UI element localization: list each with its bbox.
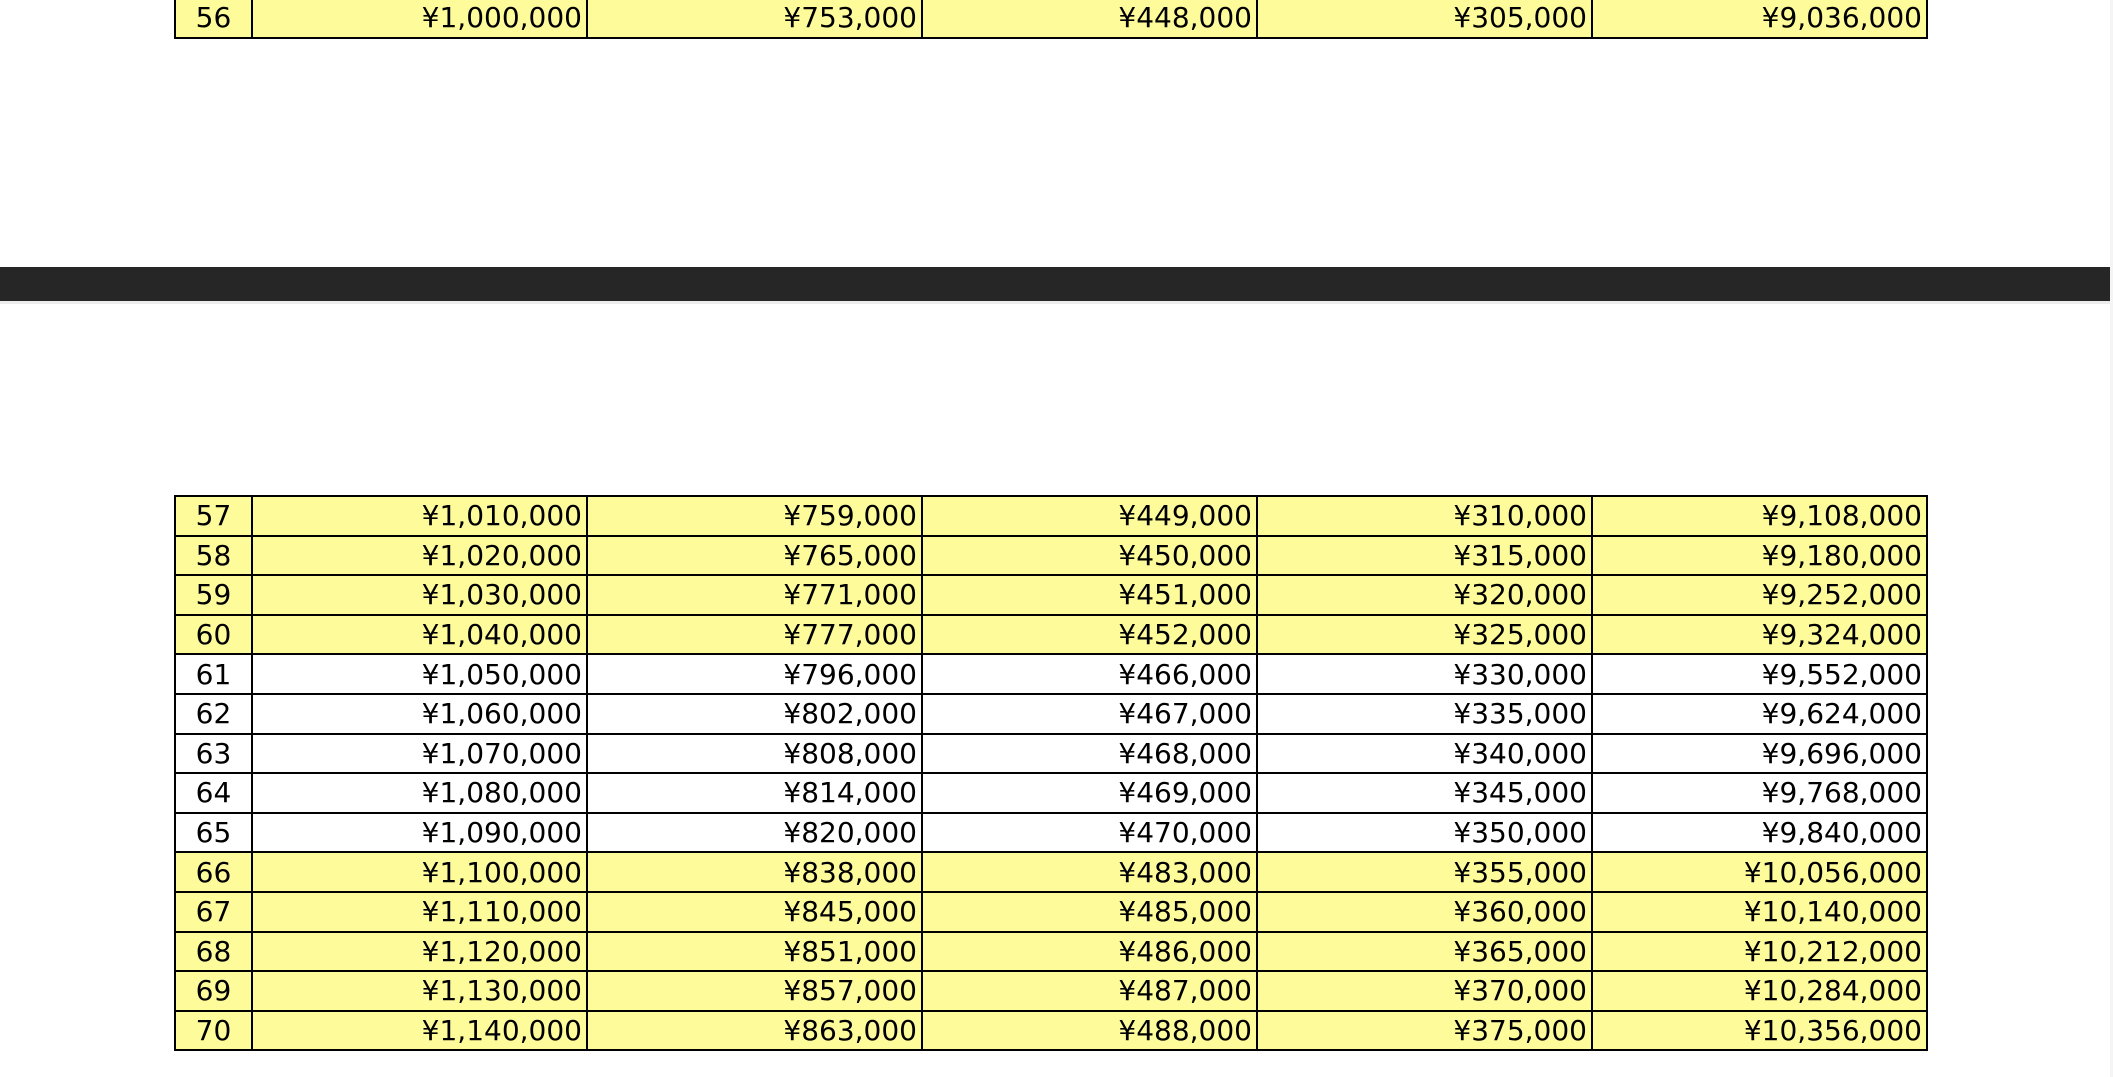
row-number-cell: 64 xyxy=(175,773,252,813)
amount-cell: ¥488,000 xyxy=(922,1011,1257,1051)
amount-cell: ¥777,000 xyxy=(587,615,922,655)
amount-cell: ¥340,000 xyxy=(1257,734,1592,774)
amount-cell: ¥1,030,000 xyxy=(252,575,587,615)
table-row xyxy=(175,852,1927,892)
amount-cell: ¥449,000 xyxy=(922,496,1257,536)
amount-cell: ¥753,000 xyxy=(587,0,922,38)
amount-cell: ¥10,212,000 xyxy=(1592,932,1927,972)
table-row xyxy=(175,734,1927,774)
amount-cell: ¥9,180,000 xyxy=(1592,536,1927,576)
amount-cell: ¥9,840,000 xyxy=(1592,813,1927,853)
amount-cell: ¥468,000 xyxy=(922,734,1257,774)
row-number-cell: 67 xyxy=(175,892,252,932)
row-number-cell: 70 xyxy=(175,1011,252,1051)
amount-cell: ¥845,000 xyxy=(587,892,922,932)
amount-cell: ¥9,552,000 xyxy=(1592,654,1927,694)
amount-cell: ¥1,040,000 xyxy=(252,615,587,655)
amount-cell: ¥485,000 xyxy=(922,892,1257,932)
amount-cell: ¥469,000 xyxy=(922,773,1257,813)
amount-cell: ¥9,696,000 xyxy=(1592,734,1927,774)
row-number-cell: 62 xyxy=(175,694,252,734)
amount-cell: ¥330,000 xyxy=(1257,654,1592,694)
amount-cell: ¥1,090,000 xyxy=(252,813,587,853)
table-row xyxy=(175,654,1927,694)
page-current xyxy=(0,304,2113,1077)
table-body-bottom xyxy=(175,496,1927,1050)
amount-cell: ¥335,000 xyxy=(1257,694,1592,734)
amount-cell: ¥9,108,000 xyxy=(1592,496,1927,536)
amount-cell: ¥814,000 xyxy=(587,773,922,813)
table-row xyxy=(175,1011,1927,1051)
amount-cell: ¥466,000 xyxy=(922,654,1257,694)
amount-cell: ¥365,000 xyxy=(1257,932,1592,972)
amount-cell: ¥10,284,000 xyxy=(1592,971,1927,1011)
amount-cell: ¥1,130,000 xyxy=(252,971,587,1011)
amount-cell: ¥796,000 xyxy=(587,654,922,694)
table-row xyxy=(175,971,1927,1011)
row-number-cell: 63 xyxy=(175,734,252,774)
amount-cell: ¥10,140,000 xyxy=(1592,892,1927,932)
amount-cell: ¥765,000 xyxy=(587,536,922,576)
amount-cell: ¥808,000 xyxy=(587,734,922,774)
row-number-cell: 56 xyxy=(175,0,252,38)
table-row xyxy=(175,694,1927,734)
amount-cell: ¥863,000 xyxy=(587,1011,922,1051)
table-row xyxy=(175,575,1927,615)
row-number-cell: 61 xyxy=(175,654,252,694)
row-number-cell: 58 xyxy=(175,536,252,576)
amount-cell: ¥483,000 xyxy=(922,852,1257,892)
row-number-cell: 60 xyxy=(175,615,252,655)
amount-cell: ¥1,100,000 xyxy=(252,852,587,892)
amount-cell: ¥1,010,000 xyxy=(252,496,587,536)
amount-cell: ¥9,768,000 xyxy=(1592,773,1927,813)
amount-cell: ¥467,000 xyxy=(922,694,1257,734)
amount-cell: ¥320,000 xyxy=(1257,575,1592,615)
amount-cell: ¥355,000 xyxy=(1257,852,1592,892)
amount-cell: ¥10,356,000 xyxy=(1592,1011,1927,1051)
page-previous xyxy=(0,0,2113,267)
amount-cell: ¥1,140,000 xyxy=(252,1011,587,1051)
amount-cell: ¥360,000 xyxy=(1257,892,1592,932)
salary-table-top xyxy=(174,0,1928,39)
amount-cell: ¥851,000 xyxy=(587,932,922,972)
amount-cell: ¥1,070,000 xyxy=(252,734,587,774)
amount-cell: ¥9,324,000 xyxy=(1592,615,1927,655)
amount-cell: ¥487,000 xyxy=(922,971,1257,1011)
page-separator xyxy=(0,267,2113,301)
amount-cell: ¥452,000 xyxy=(922,615,1257,655)
amount-cell: ¥9,252,000 xyxy=(1592,575,1927,615)
row-number-cell: 69 xyxy=(175,971,252,1011)
row-number-cell: 65 xyxy=(175,813,252,853)
table-row xyxy=(175,773,1927,813)
amount-cell: ¥350,000 xyxy=(1257,813,1592,853)
amount-cell: ¥305,000 xyxy=(1257,0,1592,38)
amount-cell: ¥1,020,000 xyxy=(252,536,587,576)
amount-cell: ¥10,056,000 xyxy=(1592,852,1927,892)
table-row xyxy=(175,892,1927,932)
table-body-top xyxy=(175,0,1927,38)
amount-cell: ¥1,120,000 xyxy=(252,932,587,972)
row-number-cell: 57 xyxy=(175,496,252,536)
amount-cell: ¥345,000 xyxy=(1257,773,1592,813)
salary-table-bottom xyxy=(174,495,1928,1051)
amount-cell: ¥375,000 xyxy=(1257,1011,1592,1051)
amount-cell: ¥9,624,000 xyxy=(1592,694,1927,734)
amount-cell: ¥325,000 xyxy=(1257,615,1592,655)
amount-cell: ¥370,000 xyxy=(1257,971,1592,1011)
amount-cell: ¥820,000 xyxy=(587,813,922,853)
amount-cell: ¥9,036,000 xyxy=(1592,0,1927,38)
amount-cell: ¥315,000 xyxy=(1257,536,1592,576)
amount-cell: ¥310,000 xyxy=(1257,496,1592,536)
amount-cell: ¥1,060,000 xyxy=(252,694,587,734)
amount-cell: ¥802,000 xyxy=(587,694,922,734)
amount-cell: ¥486,000 xyxy=(922,932,1257,972)
amount-cell: ¥1,000,000 xyxy=(252,0,587,38)
amount-cell: ¥1,050,000 xyxy=(252,654,587,694)
amount-cell: ¥450,000 xyxy=(922,536,1257,576)
amount-cell: ¥451,000 xyxy=(922,575,1257,615)
row-number-cell: 68 xyxy=(175,932,252,972)
amount-cell: ¥771,000 xyxy=(587,575,922,615)
amount-cell: ¥1,080,000 xyxy=(252,773,587,813)
amount-cell: ¥759,000 xyxy=(587,496,922,536)
table-row xyxy=(175,813,1927,853)
table-row xyxy=(175,536,1927,576)
amount-cell: ¥448,000 xyxy=(922,0,1257,38)
row-number-cell: 66 xyxy=(175,852,252,892)
amount-cell: ¥1,110,000 xyxy=(252,892,587,932)
table-row xyxy=(175,932,1927,972)
table-row xyxy=(175,615,1927,655)
table-row xyxy=(175,0,1927,38)
amount-cell: ¥857,000 xyxy=(587,971,922,1011)
row-number-cell: 59 xyxy=(175,575,252,615)
table-row xyxy=(175,496,1927,536)
amount-cell: ¥470,000 xyxy=(922,813,1257,853)
amount-cell: ¥838,000 xyxy=(587,852,922,892)
